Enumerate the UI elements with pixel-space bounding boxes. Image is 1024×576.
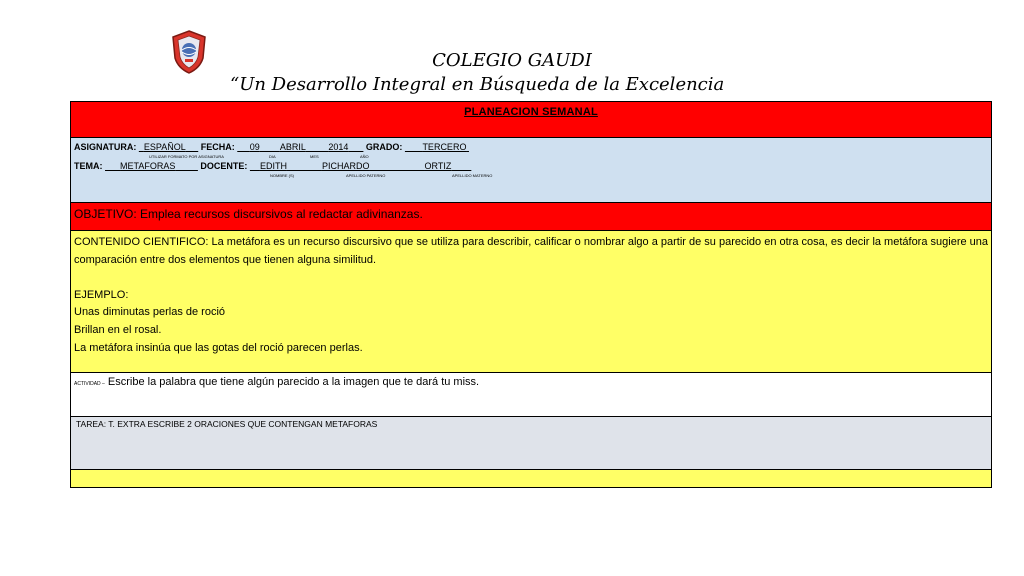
- format-hint: UTILIZAR FORMATO POR ASIGNATURA: [149, 154, 224, 159]
- mes-hint: MES: [310, 154, 319, 159]
- example-label: EJEMPLO:: [74, 288, 129, 301]
- tema-label: TEMA:: [74, 161, 103, 171]
- paterno-hint: APELLIDO PATERNO: [346, 173, 386, 178]
- fecha-month: ABRIL: [279, 142, 306, 152]
- nombre-hint: NOMBRE (S): [270, 173, 294, 178]
- plan-title-row: [71, 102, 991, 138]
- objective-text: OBJETIVO: Emplea recursos discursivos al redactar adivinanzas.: [74, 207, 423, 221]
- content-paragraph: CONTENIDO CIENTIFICO: La metáfora es un recurso discursivo que se utiliza para describir, calificar o nombrar algo a partir de su parecido en otra cosa, es decir la metáfora sugiere una comparación entre dos elementos que tienen alguna similitud.: [74, 236, 989, 266]
- grado-value: TERCERO: [422, 142, 467, 152]
- plan-info-row: [71, 138, 991, 203]
- example-line-1: Unas diminutas perlas de roció: [74, 306, 226, 319]
- activity-text: Escribe la palabra que tiene algún parecido a la imagen que te dará tu miss.: [107, 376, 480, 388]
- footer-row: [71, 470, 991, 487]
- objective-row: [71, 203, 991, 231]
- docente-last2: ORTIZ: [424, 161, 452, 171]
- content-row: [71, 231, 991, 373]
- materno-hint: APELLIDO MATERNO: [452, 173, 493, 178]
- fecha-year: 2014: [328, 142, 349, 152]
- weekly-plan-table: [70, 101, 992, 488]
- asignatura-value: ESPAÑOL: [143, 142, 186, 152]
- asignatura-label: ASIGNATURA:: [74, 142, 137, 152]
- activity-label: ACTIVIDAD –: [74, 381, 105, 387]
- task-row: [71, 417, 991, 470]
- example-line-3: La metáfora insinúa que las gotas del roció parecen perlas.: [74, 341, 363, 354]
- school-motto: “Un Desarrollo Integral en Búsqueda de la Excelencia: [230, 74, 725, 95]
- subject-date-line: [74, 141, 988, 154]
- topic-teacher-line: [74, 160, 988, 173]
- example-line-2: Brillan en el rosal.: [74, 323, 162, 336]
- activity-row: [71, 373, 991, 417]
- docente-last1: PICHARDO: [321, 161, 370, 171]
- fecha-label: FECHA:: [200, 142, 235, 152]
- fecha-day: 09: [249, 142, 260, 152]
- date-hints-line: [74, 154, 988, 160]
- task-text: TAREA: T. EXTRA ESCRIBE 2 ORACIONES QUE CONTENGAN METAFORAS: [76, 419, 378, 429]
- docente-label: DOCENTE:: [200, 161, 248, 171]
- ano-hint: AÑO: [360, 154, 369, 159]
- name-hints-line: [74, 173, 988, 179]
- dia-hint: DIA: [269, 154, 276, 159]
- tema-value: METAFORAS: [120, 161, 176, 171]
- school-name: COLEGIO GAUDI: [432, 50, 592, 71]
- docente-first: EDITH: [259, 161, 287, 171]
- plan-title: PLANEACION SEMANAL: [464, 106, 598, 118]
- grado-label: GRADO:: [365, 142, 403, 152]
